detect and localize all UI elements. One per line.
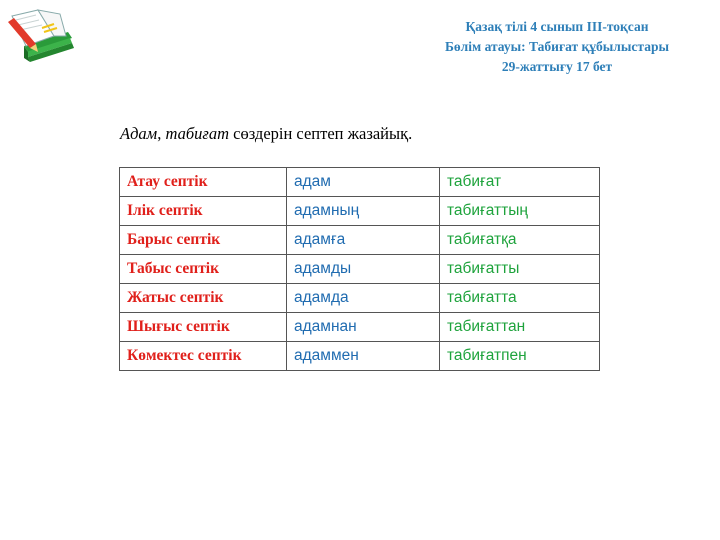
open-book-with-pencil-icon: [2, 2, 76, 68]
header-line-exercise: 29-жаттығу 17 бет: [501, 59, 613, 74]
table-row: [120, 313, 600, 342]
table-row: [120, 284, 600, 313]
case-name-cell: Барыс септік: [120, 226, 287, 255]
case-name-cell: Шығыс септік: [120, 313, 287, 342]
case-name-cell: Атау септік: [120, 168, 287, 197]
tabigat-form-cell: табиғатпен: [440, 342, 600, 371]
adam-form-cell: адамды: [287, 255, 440, 284]
table-row: [120, 197, 600, 226]
adam-form-cell: адамда: [287, 284, 440, 313]
table-row: [120, 226, 600, 255]
exercise-instruction: [120, 124, 412, 144]
table-row: [120, 342, 600, 371]
tabigat-form-cell: табиғат: [440, 168, 600, 197]
adam-form-cell: адамнан: [287, 313, 440, 342]
declension-table: [119, 167, 600, 371]
table-row: [120, 168, 600, 197]
case-name-cell: Жатыс септік: [120, 284, 287, 313]
tabigat-form-cell: табиғаттың: [440, 197, 600, 226]
adam-form-cell: адамға: [287, 226, 440, 255]
instruction-comma: ,: [157, 124, 162, 143]
tabigat-form-cell: табиғатты: [440, 255, 600, 284]
case-name-cell: Табыс септік: [120, 255, 287, 284]
instruction-text: сөздерін септеп жазайық.: [229, 124, 413, 143]
adam-form-cell: адамның: [287, 197, 440, 226]
tabigat-form-cell: табиғатқа: [440, 226, 600, 255]
instruction-word-tabigat: табиғат: [165, 124, 229, 143]
header-line-subject: Қазақ тілі 4 сынып ІІІ-тоқсан: [465, 19, 649, 34]
table-row: [120, 255, 600, 284]
tabigat-form-cell: табиғатта: [440, 284, 600, 313]
instruction-word-adam: Адам: [120, 124, 158, 143]
case-name-cell: Ілік септік: [120, 197, 287, 226]
header-line-section: Бөлім атауы: Табиғат құбылыстары: [445, 39, 669, 54]
tabigat-form-cell: табиғаттан: [440, 313, 600, 342]
lesson-header: [412, 17, 702, 77]
adam-form-cell: адам: [287, 168, 440, 197]
adam-form-cell: адаммен: [287, 342, 440, 371]
case-name-cell: Көмектес септік: [120, 342, 287, 371]
